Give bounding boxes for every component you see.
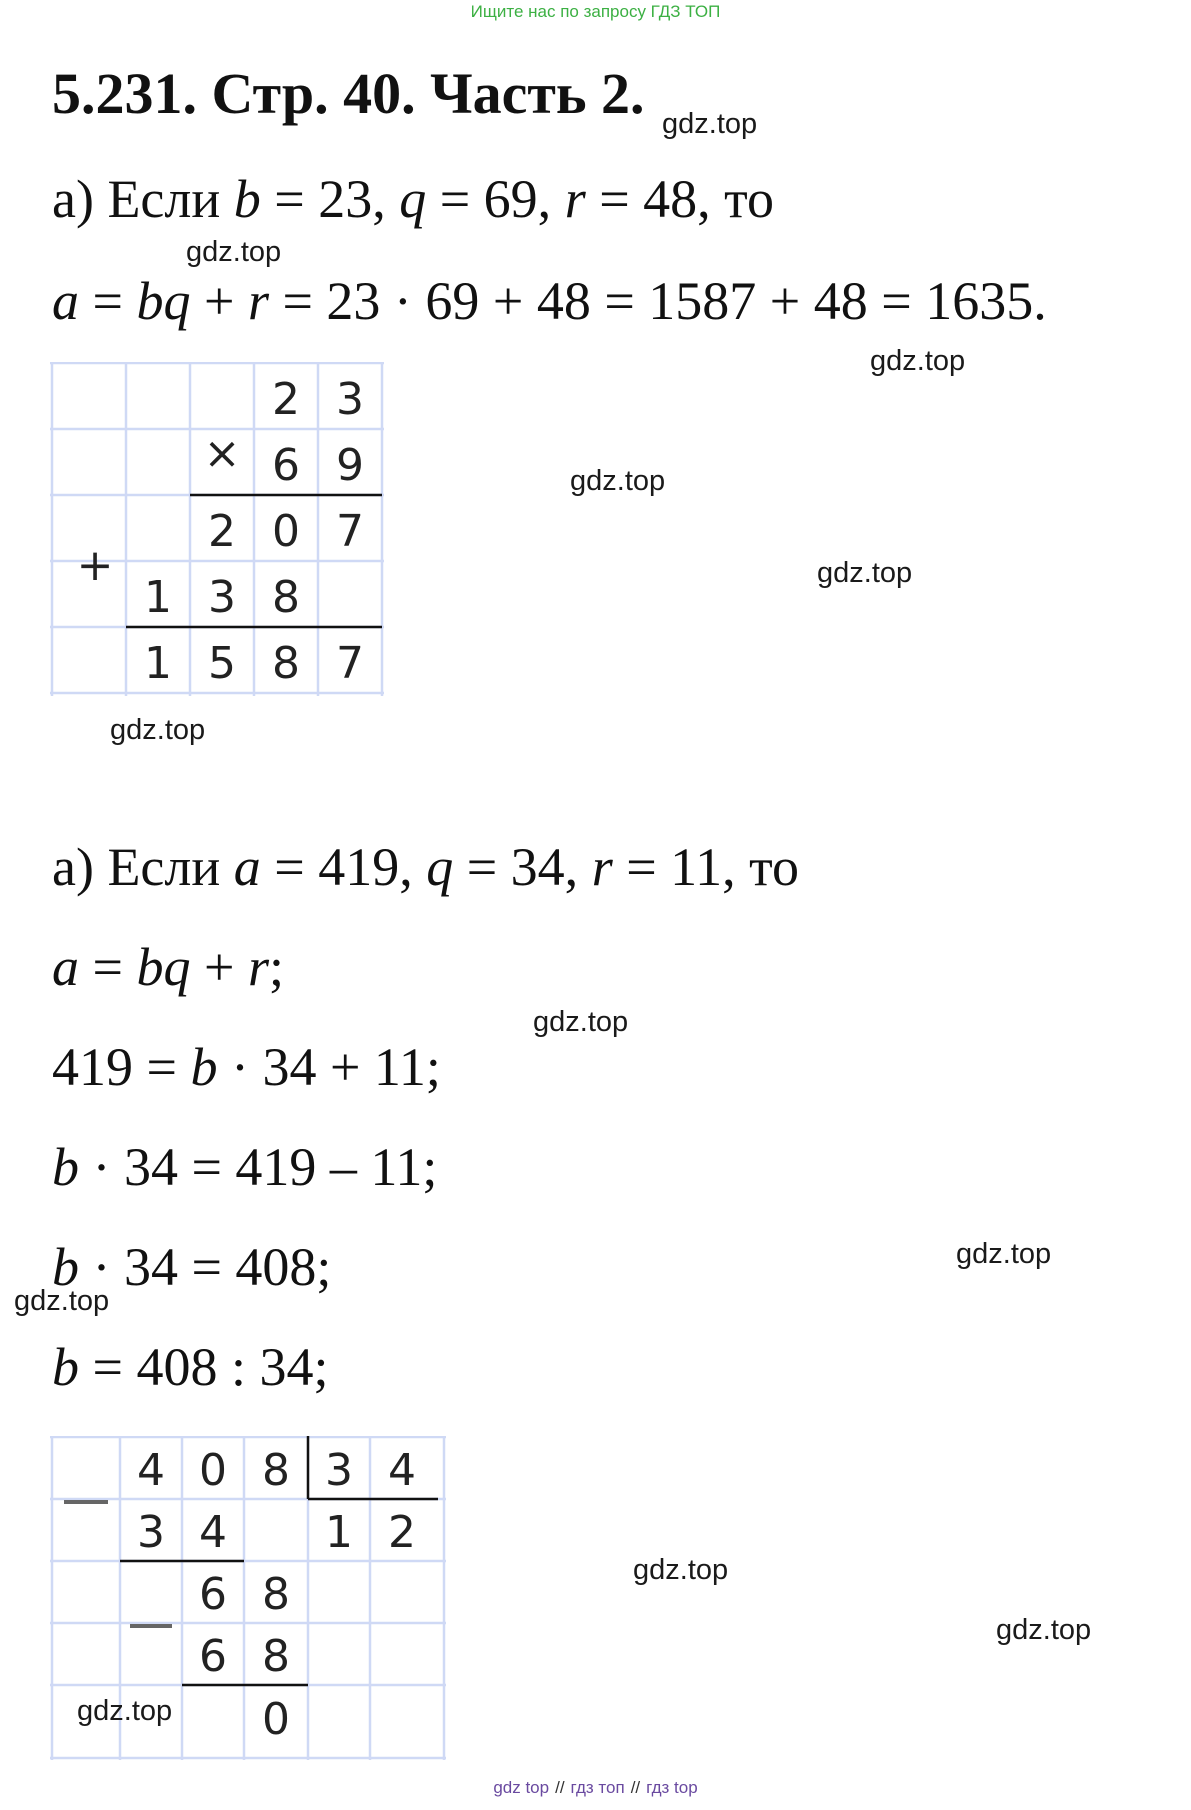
- dividend-digit: 8: [262, 1445, 290, 1496]
- result-digit: 7: [336, 638, 364, 689]
- footer-link[interactable]: gdz top: [493, 1778, 550, 1797]
- watermark: gdz.top: [533, 1006, 629, 1038]
- top-banner[interactable]: Ищите нас по запросу ГДЗ ТОП: [470, 2, 721, 21]
- footer-link[interactable]: гдз top: [646, 1778, 698, 1797]
- part-b-step1: 419 = b · 34 + 11;: [52, 1037, 441, 1097]
- multiply-sign: ×: [203, 428, 241, 479]
- factor2-digit: 9: [336, 440, 364, 491]
- watermark: gdz.top: [77, 1695, 173, 1727]
- subtrahend2-digit: 6: [199, 1631, 227, 1682]
- footer-separator: //: [630, 1778, 641, 1797]
- partial2-digit: 1: [144, 572, 172, 623]
- subtrahend2-digit: 8: [262, 1631, 290, 1682]
- watermark: gdz.top: [633, 1554, 729, 1586]
- divisor-digit: 3: [325, 1445, 353, 1496]
- watermark: gdz.top: [956, 1238, 1052, 1270]
- result-digit: 1: [144, 638, 172, 689]
- multiplication-grid: [50, 362, 386, 703]
- dividend-digit: 0: [199, 1445, 227, 1496]
- footer-link[interactable]: гдз топ: [570, 1778, 625, 1797]
- remainder1-digit: 8: [262, 1569, 290, 1620]
- divisor-digit: 4: [388, 1445, 416, 1496]
- factor1-digit: 3: [336, 374, 364, 425]
- watermark: gdz.top: [996, 1614, 1092, 1646]
- watermark: gdz.top: [14, 1285, 110, 1317]
- subtrahend1-digit: 4: [199, 1507, 227, 1558]
- subtrahend1-digit: 3: [137, 1507, 165, 1558]
- quotient-digit: 2: [388, 1507, 416, 1558]
- part-b-step4: b = 408 : 34;: [52, 1337, 329, 1397]
- footer-separator: //: [555, 1778, 565, 1797]
- watermark: gdz.top: [186, 236, 282, 268]
- dividend-digit: 4: [137, 1445, 165, 1496]
- partial1-digit: 0: [272, 506, 300, 557]
- partial2-digit: 8: [272, 572, 300, 623]
- partial1-digit: 2: [208, 506, 236, 557]
- watermark: gdz.top: [110, 714, 206, 746]
- result-digit: 5: [208, 638, 236, 689]
- plus-sign: +: [76, 540, 114, 591]
- footer-links: [0, 1778, 1191, 1798]
- partial1-digit: 7: [336, 506, 364, 557]
- factor1-digit: 2: [272, 374, 300, 425]
- part-b-step2: b · 34 = 419 – 11;: [52, 1137, 438, 1197]
- quotient-digit: 1: [325, 1507, 353, 1558]
- watermark: gdz.top: [870, 345, 966, 377]
- watermark: gdz.top: [662, 108, 758, 140]
- part-b-step3: b · 34 = 408;: [52, 1237, 332, 1297]
- part-a-condition: а) Если b = 23, q = 69, r = 48, то: [52, 169, 775, 229]
- part-b-formula: a = bq + r;: [52, 937, 284, 997]
- final-remainder: 0: [262, 1694, 290, 1745]
- part-a-formula: a = bq + r = 23 · 69 + 48 = 1587 + 48 = 1635.: [52, 271, 1047, 331]
- watermark: gdz.top: [817, 557, 913, 589]
- part-b-condition: а) Если a = 419, q = 34, r = 11, то: [52, 837, 800, 897]
- watermark: gdz.top: [570, 465, 666, 497]
- page-title: 5.231. Стр. 40. Часть 2.: [52, 61, 645, 126]
- remainder1-digit: 6: [199, 1569, 227, 1620]
- result-digit: 8: [272, 638, 300, 689]
- partial2-digit: 3: [208, 572, 236, 623]
- factor2-digit: 6: [272, 440, 300, 491]
